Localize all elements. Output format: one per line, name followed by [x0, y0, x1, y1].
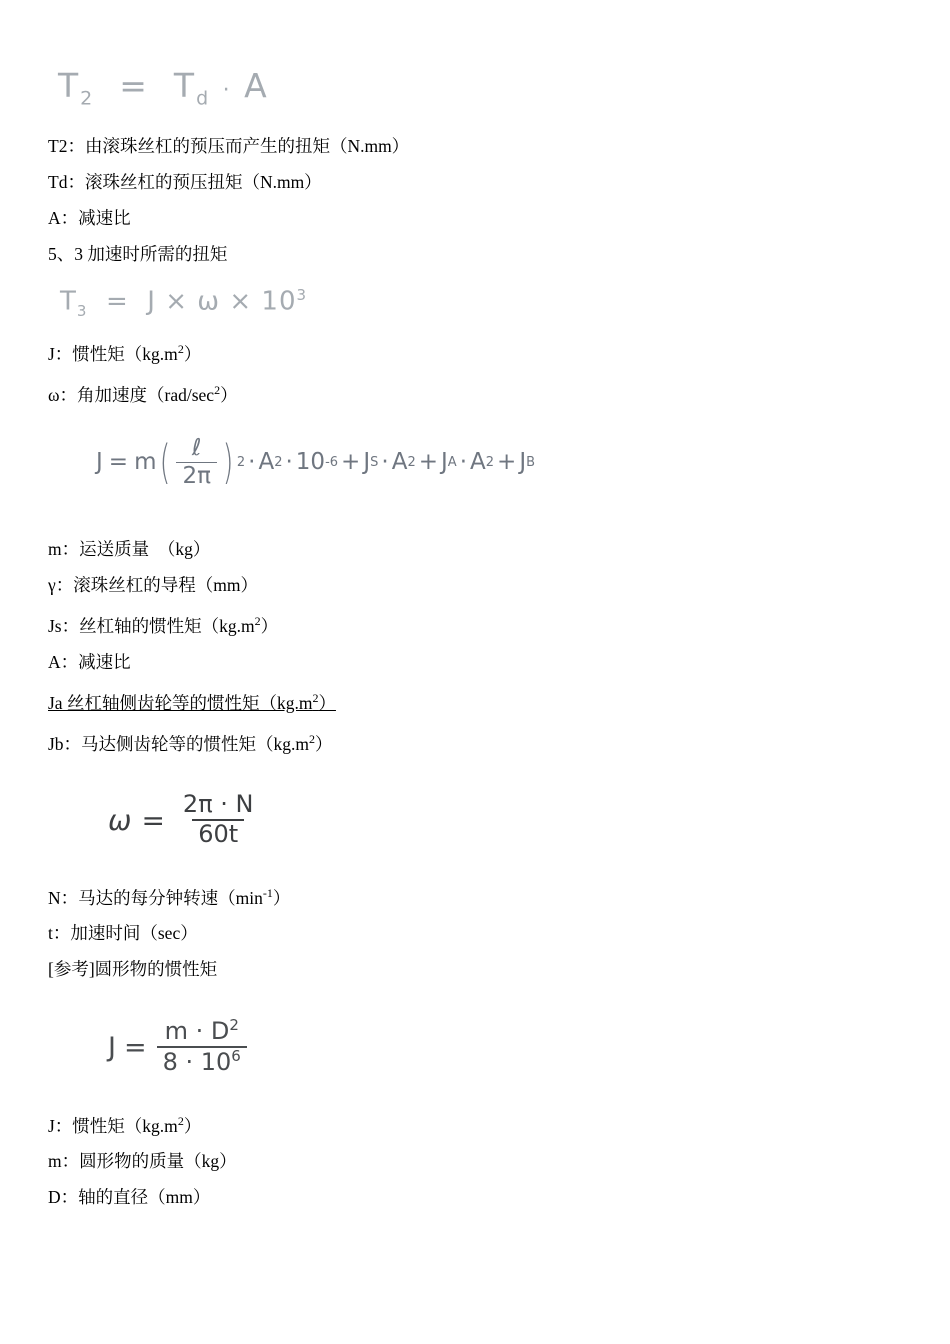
definition-t-text: t：加速时间（sec）	[48, 923, 198, 944]
formula-jref-den-exp: 6	[231, 1047, 241, 1066]
definition-n-tail: ）	[272, 887, 291, 908]
definition-js-text: Js：丝杠轴的惯性矩（kg.m	[48, 615, 255, 636]
formula-inertia-ja: J	[441, 449, 448, 476]
definition-n-text: N：马达的每分钟转速（min	[48, 887, 263, 908]
formula-inertia-equals: =	[108, 449, 129, 476]
formula-omega-fraction	[177, 791, 260, 848]
reference-heading: [参考]圆形物的惯性矩	[48, 959, 218, 980]
formula-inertia-js: J	[363, 449, 371, 476]
formula-inertia-denominator: 2π	[176, 462, 216, 489]
formula-inertia-m: m	[134, 449, 157, 476]
definition-m-text: m：运送质量 （kg）	[48, 538, 211, 559]
formula-inertia-paren-exp: 2	[236, 454, 246, 470]
definition-t	[48, 915, 908, 951]
formula-t3-exponent: 3	[296, 285, 308, 304]
formula-jref-numerator	[159, 1017, 245, 1046]
formula-inertia-numerator: ℓ	[191, 435, 202, 462]
formula-inertia-dot1: ·	[248, 449, 256, 476]
formula-omega-lhs: ω	[108, 803, 132, 837]
formula-omega-denominator: 60t	[192, 819, 244, 849]
definition-js	[48, 603, 908, 644]
definition-a2	[48, 644, 908, 680]
formula-inertia-a1-exp: 2	[274, 454, 283, 470]
formula-t2-rhs2: A	[244, 66, 269, 105]
formula-inertia-ja-sub: A	[447, 454, 457, 470]
definition-m	[48, 531, 908, 567]
definition-j-sup: 2	[177, 342, 184, 357]
formula-t2-operator: ·	[222, 78, 232, 103]
definition-j-ref-sup: 2	[177, 1113, 184, 1128]
formula-t2-rhs1: T	[173, 66, 197, 105]
formula-omega-numerator: 2π · N	[182, 790, 254, 819]
definition-ja-tail: ）	[318, 692, 336, 713]
formula-t2-lhs-sub: 2	[80, 87, 95, 110]
formula-inertia-a1: A	[258, 449, 275, 476]
definition-j-ref	[48, 1103, 908, 1144]
formula-t3-lhs: T	[60, 286, 77, 317]
definition-m-ref	[48, 1143, 908, 1179]
formula-t3-ten: 10	[261, 286, 297, 317]
formula-t3-lhs-sub: 3	[76, 301, 88, 320]
formula-inertia-paren-close: )	[222, 435, 234, 490]
formula-inertia-ten: 10	[295, 449, 326, 476]
formula-inertia-a2-exp: 2	[407, 454, 416, 470]
formula-inertia-plus1: +	[341, 449, 361, 476]
definition-jb	[48, 721, 908, 762]
definition-jb-text: Jb：马达侧齿轮等的惯性矩（kg.m	[48, 733, 310, 754]
formula-inertia-ten-exp: -6	[325, 454, 339, 470]
definition-t2: T2：由滚珠丝杠的预压而产生的扭矩（N.mm）	[48, 135, 410, 156]
formula-inertia-a2: A	[391, 449, 408, 476]
definition-ja-text: Ja 丝杠轴侧齿轮等的惯性矩（kg.m	[48, 692, 313, 713]
formula-jref-lhs: J	[108, 1031, 116, 1063]
formula-jref-num-text: m · D	[164, 1017, 230, 1046]
formula-inertia-plus3: +	[497, 449, 517, 476]
formula-t3	[60, 286, 908, 320]
formula-t3-times2: ×	[229, 286, 253, 317]
formula-inertia-plus2: +	[418, 449, 438, 476]
definition-j-text: J：惯性矩（kg.m	[48, 344, 178, 365]
definition-js-tail: ）	[260, 615, 279, 636]
formula-inertia-dot4: ·	[459, 449, 468, 476]
definition-j	[48, 331, 908, 372]
formula-angular-acceleration	[108, 791, 908, 848]
formula-inertia-paren-open: (	[160, 435, 171, 490]
definition-d-ref	[48, 1179, 908, 1215]
definition-jb-tail: ）	[315, 733, 333, 754]
definition-ja-sup: 2	[312, 690, 319, 705]
section-heading-acceleration-torque: 5、3 加速时所需的扭矩	[48, 243, 228, 264]
definition-td: Td：滚珠丝杠的预压扭矩（N.mm）	[48, 171, 322, 192]
formula-t3-times1: ×	[165, 286, 189, 317]
formula-t2-rhs1-sub: d	[196, 87, 211, 110]
formula-inertia-jb-sub: B	[526, 454, 536, 470]
formula-jref-denominator	[157, 1046, 247, 1077]
definition-omega-tail: ）	[220, 385, 238, 406]
formula-inertia-dot3: ·	[381, 449, 389, 476]
formula-inertia-j: J	[96, 449, 103, 476]
definition-a: A：减速比	[48, 207, 131, 228]
definition-js-sup: 2	[254, 613, 261, 628]
formula-jref-fraction	[157, 1017, 247, 1076]
definition-omega-sup: 2	[214, 383, 221, 398]
formula-t2-equals: =	[119, 66, 149, 105]
definition-n-sup: -1	[262, 885, 273, 900]
formula-t3-j: J	[147, 286, 156, 317]
formula-jref-den-text: 8 · 10	[162, 1048, 232, 1077]
formula-inertia	[96, 435, 908, 489]
formula-t2-lhs: T	[58, 66, 81, 105]
definition-gamma-text: γ：滚珠丝杠的导程（mm）	[48, 574, 258, 595]
document-content	[48, 40, 908, 1215]
formula-inertia-jb: J	[519, 449, 527, 476]
formula-inertia-a3-exp: 2	[485, 454, 495, 470]
formula-inertia-a3: A	[470, 449, 486, 476]
formula-inertia-dot2: ·	[285, 449, 293, 476]
definition-ja	[48, 680, 908, 721]
formula-inertia-fraction	[176, 435, 216, 489]
definition-j-ref-text: J：惯性矩（kg.m	[48, 1115, 178, 1136]
formula-omega-equals: =	[141, 803, 165, 837]
definition-m-ref-text: m：圆形物的质量（kg）	[48, 1151, 237, 1172]
definition-d-ref-text: D：轴的直径（mm）	[48, 1187, 211, 1208]
formula-jref-num-exp: 2	[229, 1016, 239, 1035]
definition-a2-text: A：减速比	[48, 651, 131, 672]
definition-gamma	[48, 567, 908, 603]
definition-j-tail: ）	[183, 344, 202, 365]
definition-j-ref-tail: ）	[183, 1115, 202, 1136]
formula-circular-inertia	[108, 1017, 908, 1076]
formula-t3-omega: ω	[197, 286, 221, 317]
formula-t3-equals: =	[105, 286, 129, 317]
formula-inertia-js-sub: S	[370, 454, 379, 470]
formula-jref-equals: =	[123, 1031, 147, 1063]
formula-t2	[58, 66, 908, 110]
definition-omega	[48, 372, 908, 413]
definition-n	[48, 875, 908, 916]
definition-jb-sup: 2	[309, 731, 316, 746]
definition-omega-text: ω：角加速度（rad/sec	[48, 385, 215, 406]
